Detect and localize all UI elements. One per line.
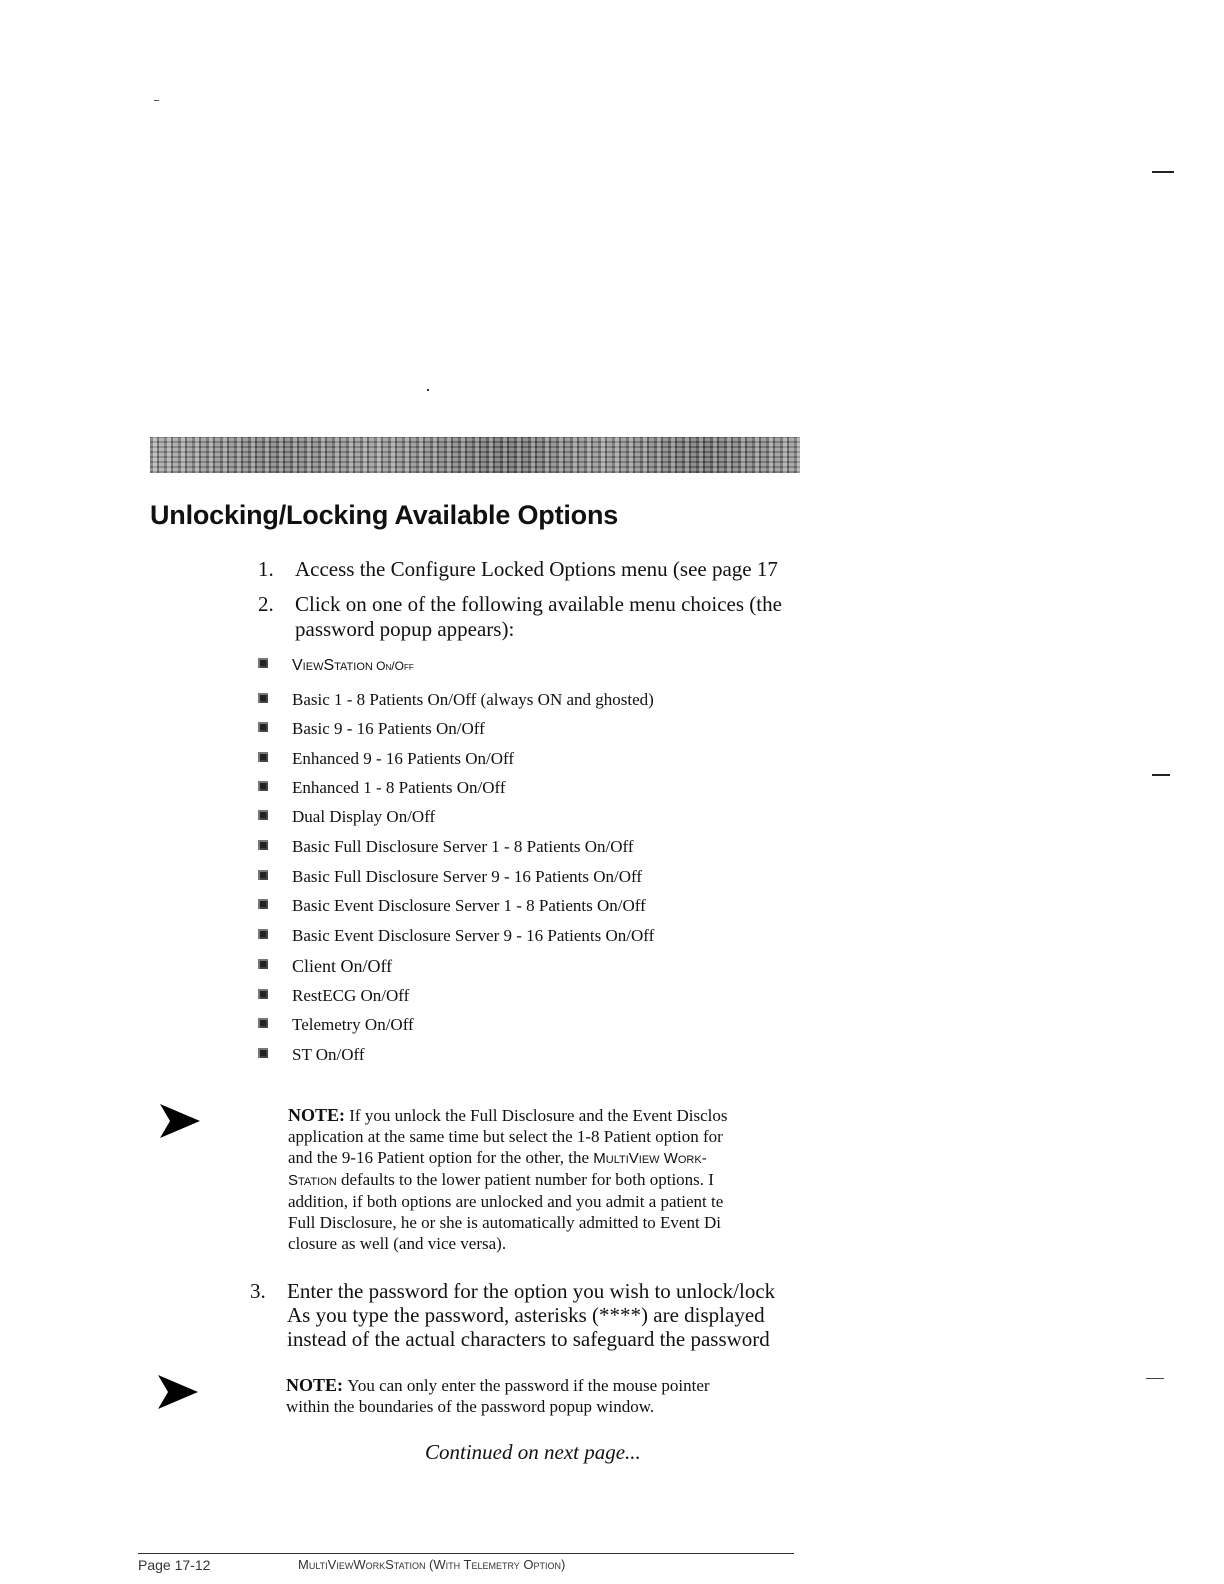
square-bullet-icon bbox=[258, 1018, 268, 1028]
note-text: and the 9-16 Patient option for the other, the bbox=[288, 1148, 594, 1167]
note-text: closure as well (and vice versa). bbox=[288, 1234, 507, 1253]
step-text: Enter the password for the option you wish to unlock/lock bbox=[287, 1279, 776, 1303]
square-bullet-icon bbox=[258, 899, 268, 909]
note-text: addition, if both options are unlocked and you admit a patient tе bbox=[288, 1192, 724, 1211]
square-bullet-icon bbox=[258, 781, 268, 791]
option-item bbox=[258, 747, 514, 769]
scan-edge-mark bbox=[1152, 171, 1174, 173]
note-block bbox=[286, 1375, 800, 1417]
option-item bbox=[258, 835, 634, 857]
square-bullet-icon bbox=[258, 840, 268, 850]
option-item bbox=[258, 776, 506, 798]
option-label: Basic 9 - 16 Patients On/Off bbox=[292, 719, 485, 739]
square-bullet-icon bbox=[258, 693, 268, 703]
option-label: RestECG On/Off bbox=[292, 986, 410, 1006]
option-item bbox=[258, 1013, 414, 1035]
footer-title: MultiViewWorkStation (With Telemetry Option) bbox=[298, 1557, 566, 1572]
option-item bbox=[258, 984, 409, 1006]
square-bullet-icon bbox=[258, 722, 268, 732]
step-number: 3. bbox=[250, 1279, 266, 1303]
option-item bbox=[258, 894, 646, 916]
option-label-suffix: On/Off bbox=[372, 658, 414, 673]
note-text: You can only enter the password if the mouse pointer bbox=[347, 1376, 710, 1395]
scan-edge-mark bbox=[1152, 774, 1170, 776]
square-bullet-icon bbox=[258, 870, 268, 880]
option-label: ST On/Off bbox=[292, 1045, 365, 1065]
option-label: Enhanced 9 - 16 Patients On/Off bbox=[292, 749, 515, 769]
option-item bbox=[258, 953, 392, 975]
option-label: Enhanced 1 - 8 Patients On/Off bbox=[292, 778, 506, 798]
step-number: 2. bbox=[258, 592, 274, 616]
step-text: As you type the password, asterisks (****) are displayed bbox=[287, 1303, 765, 1327]
square-bullet-icon bbox=[258, 1048, 268, 1058]
option-label: Dual Display On/Off bbox=[292, 807, 436, 827]
option-label: Basic Event Disclosure Server 9 - 16 Patients On/Off bbox=[292, 926, 655, 946]
option-item bbox=[258, 717, 485, 739]
product-name: Station bbox=[288, 1172, 337, 1189]
step-number: 1. bbox=[258, 557, 274, 581]
option-label: Basic Event Disclosure Server 1 - 8 Patients On/Off bbox=[292, 896, 646, 916]
note-text: within the boundaries of the password popup window. bbox=[286, 1397, 655, 1416]
square-bullet-icon bbox=[258, 929, 268, 939]
step-text: Access the Configure Locked Options menu (see page 17 bbox=[295, 557, 778, 581]
option-label: Basic 1 - 8 Patients On/Off (always ON and ghosted) bbox=[292, 690, 654, 710]
square-bullet-icon bbox=[258, 989, 268, 999]
option-label: Basic Full Disclosure Server 1 - 8 Patients On/Off bbox=[292, 837, 634, 857]
option-item bbox=[258, 688, 654, 710]
note-text: Full Disclosure, he or she is automatically admitted to Event Di bbox=[288, 1213, 721, 1232]
note-block bbox=[288, 1105, 800, 1254]
step-text: instead of the actual characters to safeguard the password bbox=[287, 1327, 770, 1351]
scan-edge-mark bbox=[1146, 1378, 1164, 1379]
option-label: Client On/Off bbox=[292, 955, 393, 976]
option-label: Telemetry On/Off bbox=[292, 1015, 414, 1035]
option-item bbox=[258, 653, 414, 675]
step-text: Click on one of the following available menu choices (thе bbox=[295, 592, 782, 616]
option-item bbox=[258, 924, 654, 946]
note-text: application at the same time but select the 1-8 Patient option for bbox=[288, 1127, 723, 1146]
footer-page-number: Page 17-12 bbox=[138, 1557, 211, 1573]
section-title: Unlocking/Locking Available Options bbox=[150, 500, 619, 530]
square-bullet-icon bbox=[258, 959, 268, 969]
square-bullet-icon bbox=[258, 752, 268, 762]
square-bullet-icon bbox=[258, 810, 268, 820]
option-label: ViewStation bbox=[292, 656, 373, 674]
note-text: If you unlock the Full Disclosure and the Event Discloѕ bbox=[349, 1106, 728, 1125]
continued-text: Continued on next page... bbox=[425, 1440, 641, 1464]
footer-rule bbox=[138, 1553, 794, 1554]
note-label: NOTE: bbox=[288, 1105, 346, 1125]
product-name: MultiView Work- bbox=[593, 1150, 707, 1167]
arrow-right-icon bbox=[158, 1375, 198, 1415]
note-label: NOTE: bbox=[286, 1375, 344, 1395]
note-text: defaults to the lower patient number for both options. I bbox=[336, 1170, 714, 1189]
option-item bbox=[258, 1043, 365, 1065]
step-text: password popup appears): bbox=[295, 617, 515, 641]
option-label: Basic Full Disclosure Server 9 - 16 Patients On/Off bbox=[292, 867, 643, 887]
option-item bbox=[258, 865, 642, 887]
option-item bbox=[258, 805, 435, 827]
square-bullet-icon bbox=[258, 658, 268, 668]
arrow-right-icon bbox=[160, 1104, 200, 1144]
